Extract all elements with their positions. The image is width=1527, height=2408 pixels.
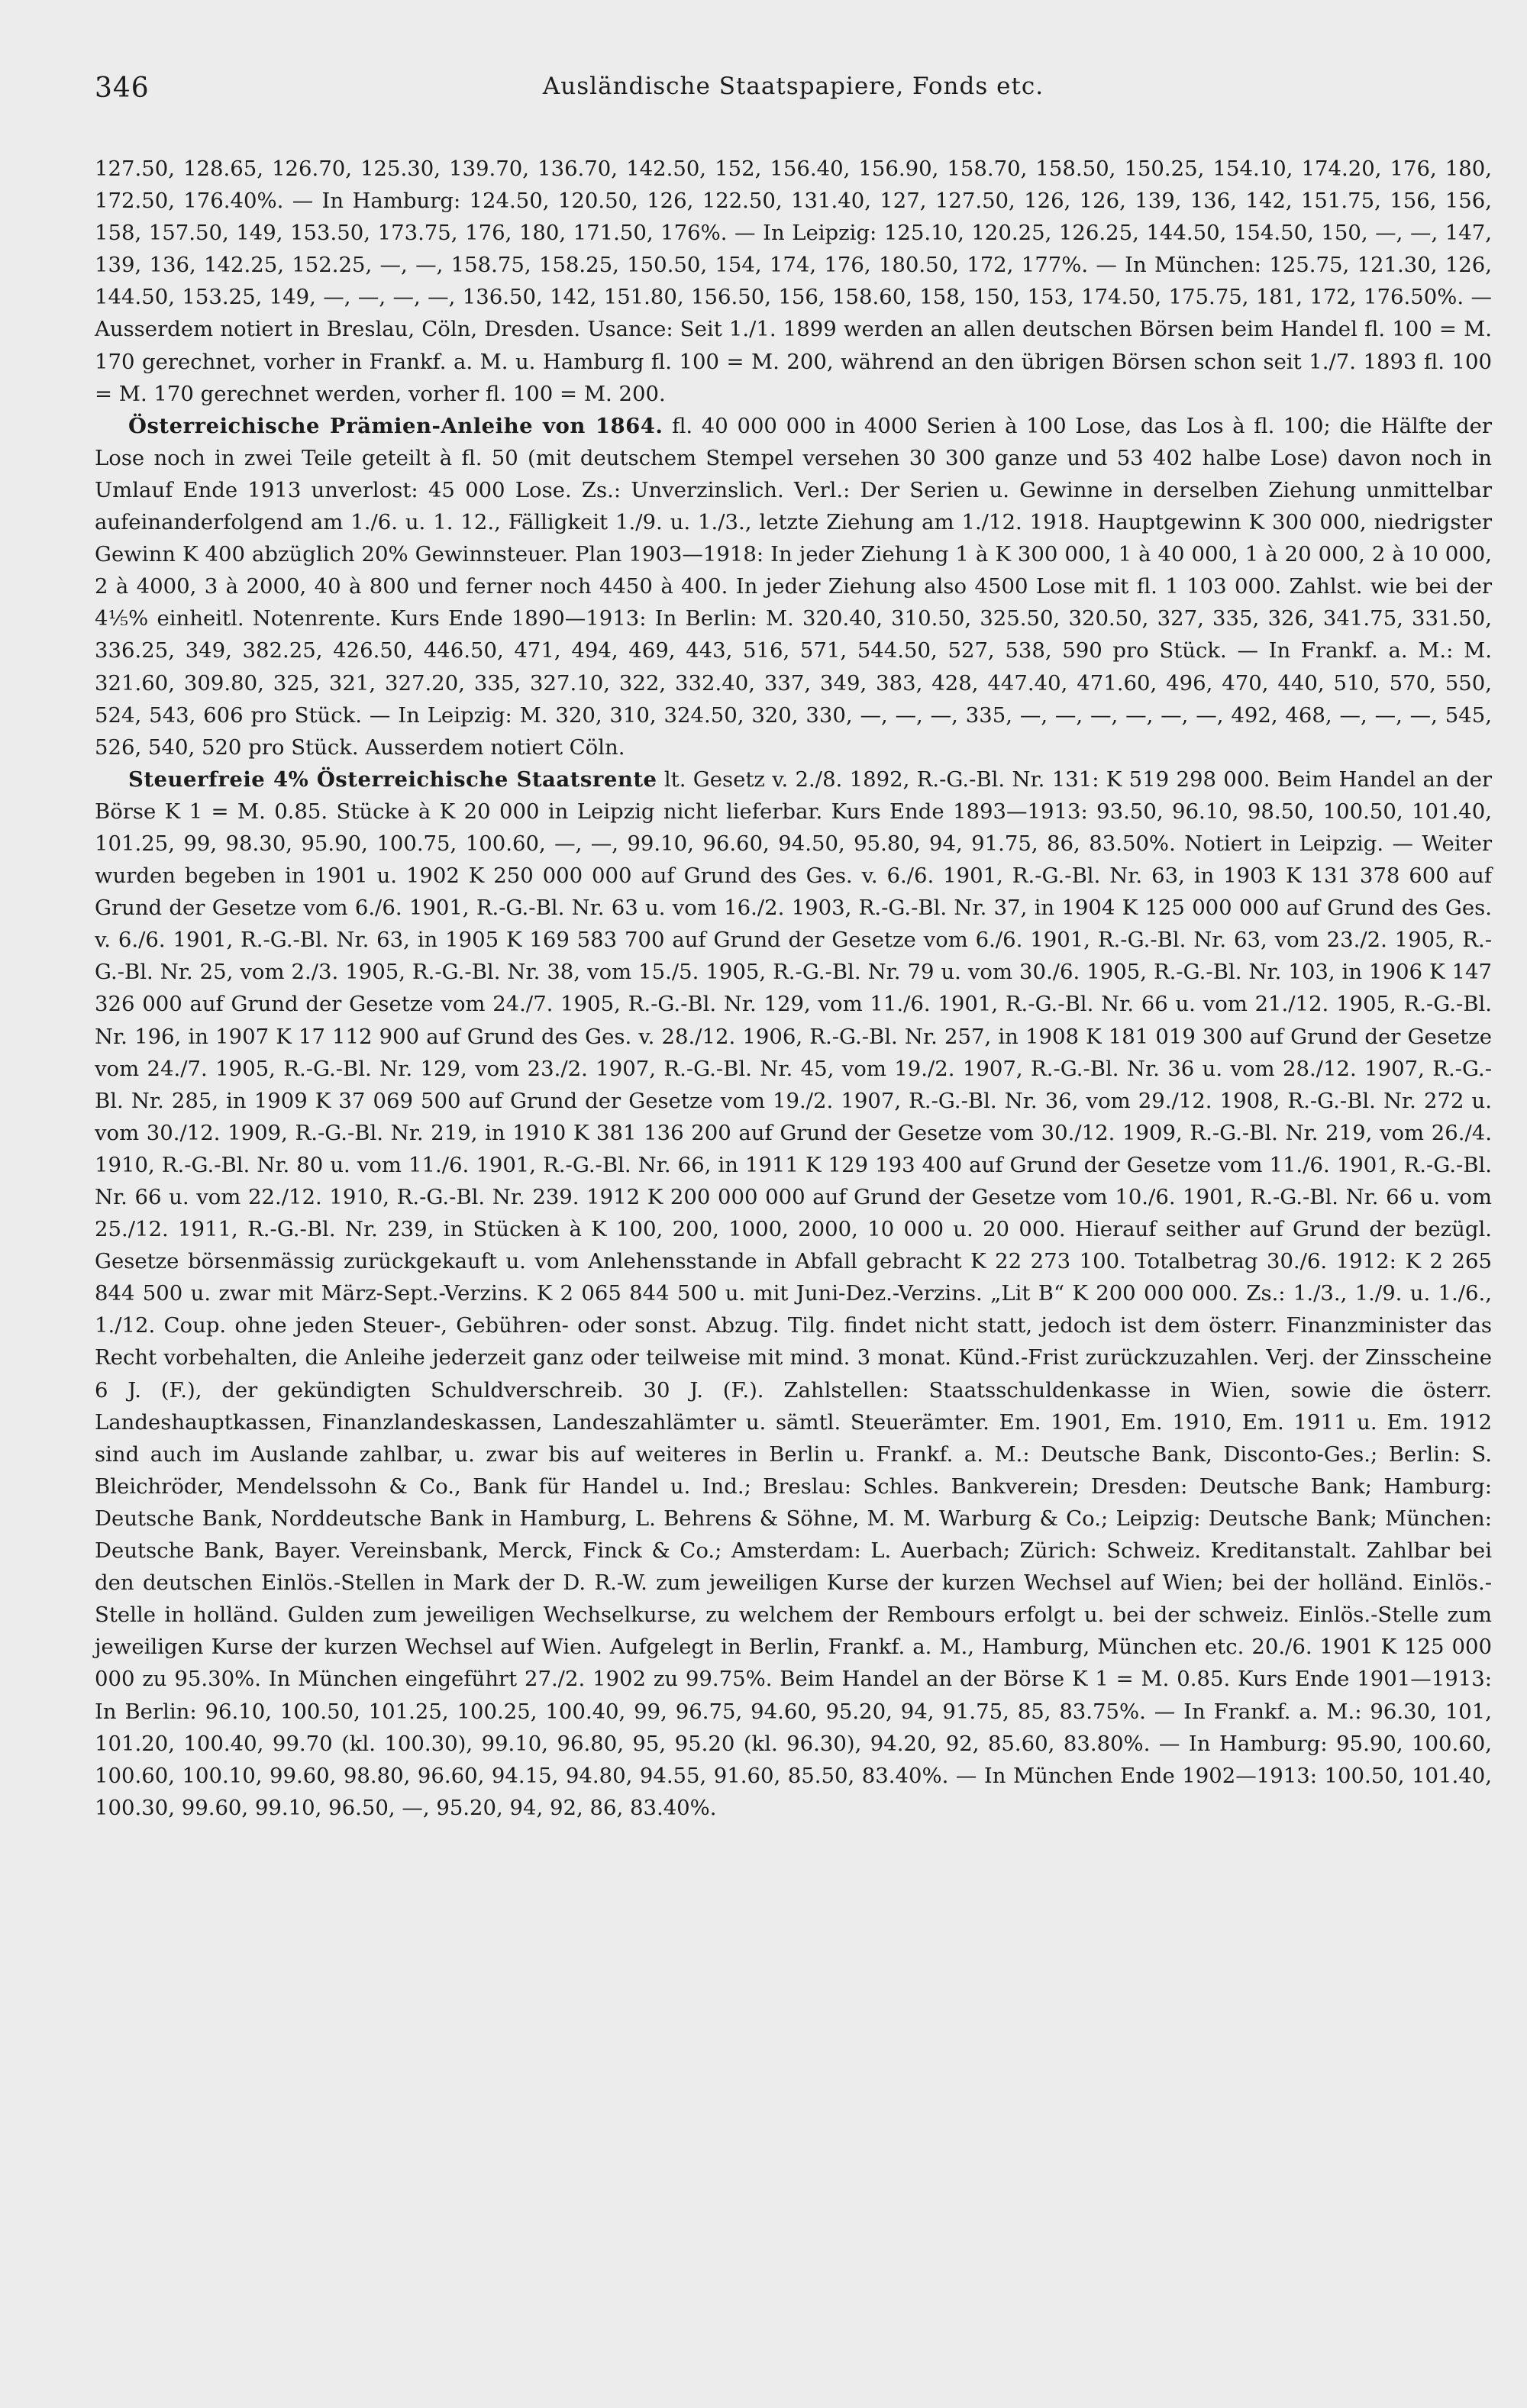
paragraph-staatsrente	[95, 763, 1492, 1824]
page-number: 346	[95, 73, 150, 104]
body-text	[95, 153, 1492, 1824]
paragraph-text: 127.50, 128.65, 126.70, 125.30, 139.70, 136.70, 142.50, 152, 156.40, 156.90, 158.70, 158.50, 150.25, 154.10, 174.20, 176, 180, 172.50, 176.40%. — In Hamburg: 124.50, 120.50, 126, 122.50, 131.40, 127, 127.50, 126, 126, 139, 136, 142, 151.75, 156, 156, 158, 157.50, 149, 153.50, 173.75, 176, 180, 171.50, 176%. — In Leipzig: 125.10, 120.25, 126.25, 144.50, 154.50, 150, —, —, 147, 139, 136, 142.25, 152.25, —, —, 158.75, 158.25, 150.50, 154, 174, 176, 180.50, 172, 177%. — In München: 125.75, 121.30, 126, 144.50, 153.25, 149, —, —, —, —, 136.50, 142, 151.80, 156.50, 156, 158.60, 158, 150, 153, 174.50, 175.75, 181, 172, 176.50%. — Ausserdem notiert in Breslau, Cöln, Dresden. Usance: Seit 1./1. 1899 werden an allen deutschen Börsen beim Handel fl. 100 = M. 170 gerechnet, vorher in Frankf. a. M. u. Hamburg fl. 100 = M. 200, während an den übrigen Börsen schon seit 1./7. 1893 fl. 100 = M. 170 gerechnet werden, vorher fl. 100 = M. 200.	[95, 157, 1492, 406]
paragraph-price-list	[95, 153, 1492, 410]
paragraph-text: fl. 40 000 000 in 4000 Serien à 100 Lose, das Los à fl. 100; die Hälfte der Lose noch in zwei Teile geteilt à fl. 50 (mit deutschem Stempel versehen 30 300 ganze und 53 402 halbe Lose) davon noch in Umlauf Ende 1913 unverlost: 45 000 Lose. Zs.: Unverzinslich. Verl.: Der Serien u. Gewinne in derselben Ziehung unmittelbar aufeinanderfolgend am 1./6. u. 1. 12., Fälligkeit 1./9. u. 1./3., letzte Ziehung am 1./12. 1918. Hauptgewinn K 300 000, niedrigster Gewinn K 400 abzüglich 20% Gewinnsteuer. Plan 1903—1918: In jeder Ziehung 1 à K 300 000, 1 à 40 000, 1 à 20 000, 2 à 10 000, 2 à 4000, 3 à 2000, 40 à 800 und ferner noch 4450 à 400. In jeder Ziehung also 4500 Lose mit fl. 1 103 000. Zahlst. wie bei der 4⅕% einheitl. Notenrente. Kurs Ende 1890—1913: In Berlin: M. 320.40, 310.50, 325.50, 320.50, 327, 335, 326, 341.75, 331.50, 336.25, 349, 382.25, 426.50, 446.50, 471, 494, 469, 443, 516, 571, 544.50, 527, 538, 590 pro Stück. — In Frankf. a. M.: M. 321.60, 309.80, 325, 321, 327.20, 335, 327.10, 322, 332.40, 337, 349, 383, 428, 447.40, 471.60, 496, 470, 440, 510, 570, 550, 524, 543, 606 pro Stück. — In Leipzig: M. 320, 310, 324.50, 320, 330, —, —, —, 335, —, —, —, —, —, —, 492, 468, —, —, —, 545, 526, 540, 520 pro Stück. Ausserdem notiert Cöln.	[95, 413, 1492, 760]
section-heading: Österreichische Prämien-Anleihe von 1864.	[128, 413, 663, 438]
section-heading: Steuerfreie 4% Österreichische Staatsrente	[128, 767, 657, 792]
paragraph-text: lt. Gesetz v. 2./8. 1892, R.-G.-Bl. Nr. 131: K 519 298 000. Beim Handel an der Börse K 1 = M. 0.85. Stücke à K 20 000 in Leipzig nicht lieferbar. Kurs Ende 1893—1913: 93.50, 96.10, 98.50, 100.50, 101.40, 101.25, 99, 98.30, 95.90, 100.75, 100.60, —, —, 99.10, 96.60, 94.50, 95.80, 94, 91.75, 86, 83.50%. Notiert in Leipzig. — Weiter wurden begeben in 1901 u. 1902 K 250 000 000 auf Grund des Ges. v. 6./6. 1901, R.-G.-Bl. Nr. 63, in 1903 K 131 378 600 auf Grund der Gesetze vom 6./6. 1901, R.-G.-Bl. Nr. 63 u. vom 16./2. 1903, R.-G.-Bl. Nr. 37, in 1904 K 125 000 000 auf Grund des Ges. v. 6./6. 1901, R.-G.-Bl. Nr. 63, in 1905 K 169 583 700 auf Grund der Gesetze vom 6./6. 1901, R.-G.-Bl. Nr. 63, vom 23./2. 1905, R.-G.-Bl. Nr. 25, vom 2./3. 1905, R.-G.-Bl. Nr. 38, vom 15./5. 1905, R.-G.-Bl. Nr. 79 u. vom 30./6. 1905, R.-G.-Bl. Nr. 103, in 1906 K 147 326 000 auf Grund der Gesetze vom 24./7. 1905, R.-G.-Bl. Nr. 129, vom 11./6. 1901, R.-G.-Bl. Nr. 66 u. vom 21./12. 1905, R.-G.-Bl. Nr. 196, in 1907 K 17 112 900 auf Grund des Ges. v. 28./12. 1906, R.-G.-Bl. Nr. 257, in 1908 K 181 019 300 auf Grund der Gesetze vom 24./7. 1905, R.-G.-Bl. Nr. 129, vom 23./2. 1907, R.-G.-Bl. Nr. 45, vom 19./2. 1907, R.-G.-Bl. Nr. 36 u. vom 28./12. 1907, R.-G.-Bl. Nr. 285, in 1909 K 37 069 500 auf Grund der Gesetze vom 19./2. 1907, R.-G.-Bl. Nr. 36, vom 29./12. 1908, R.-G.-Bl. Nr. 272 u. vom 30./12. 1909, R.-G.-Bl. Nr. 219, in 1910 K 381 136 200 auf Grund der Gesetze vom 30./12. 1909, R.-G.-Bl. Nr. 219, vom 26./4. 1910, R.-G.-Bl. Nr. 80 u. vom 11./6. 1901, R.-G.-Bl. Nr. 66, in 1911 K 129 193 400 auf Grund der Gesetze vom 11./6. 1901, R.-G.-Bl. Nr. 66 u. vom 22./12. 1910, R.-G.-Bl. Nr. 239. 1912 K 200 000 000 auf Grund der Gesetze vom 10./6. 1901, R.-G.-Bl. Nr. 66 u. vom 25./12. 1911, R.-G.-Bl. Nr. 239, in Stücken à K 100, 200, 1000, 2000, 10 000 u. 20 000. Hierauf seither auf Grund der bezügl. Gesetze börsenmässig zurückgekauft u. vom Anlehensstande in Abfall gebracht K 22 273 100. Totalbetrag 30./6. 1912: K 2 265 844 500 u. zwar mit März-Sept.-Verzins. K 2 065 844 500 u. mit Juni-Dez.-Verzins. „Lit B“ K 200 000 000. Zs.: 1./3., 1./9. u. 1./6., 1./12. Coup. ohne jeden Steuer-, Gebühren- oder sonst. Abzug. Tilg. findet nicht statt, jedoch ist dem österr. Finanzminister das Recht vorbehalten, die Anleihe jederzeit ganz oder teilweise mit mind. 3 monat. Künd.-Frist zurückzuzahlen. Verj. der Zinsscheine 6 J. (F.), der gekündigten Schuldverschreib. 30 J. (F.). Zahlstellen: Staatsschuldenkasse in Wien, sowie die österr. Landeshauptkassen, Finanzlandeskassen, Landeszahlämter u. sämtl. Steuerämter. Em. 1901, Em. 1910, Em. 1911 u. Em. 1912 sind auch im Auslande zahlbar, u. zwar bis auf weiteres in Berlin u. Frankf. a. M.: Deutsche Bank, Disconto-Ges.; Berlin: S. Bleichröder, Mendelssohn & Co., Bank für Handel u. Ind.; Breslau: Schles. Bankverein; Dresden: Deutsche Bank; Hamburg: Deutsche Bank, Norddeutsche Bank in Hamburg, L. Behrens & Söhne, M. M. Warburg & Co.; Leipzig: Deutsche Bank; München: Deutsche Bank, Bayer. Vereinsbank, Merck, Finck & Co.; Amsterdam: L. Auerbach; Zürich: Schweiz. Kreditanstalt. Zahlbar bei den deutschen Einlös.-Stellen in Mark der D. R.-W. zum jeweiligen Kurse der kurzen Wechsel auf Wien; bei der holländ. Einlös.-Stelle in holländ. Gulden zum jeweiligen Wechselkurse, zu welchem der Rembours erfolgt u. bei der schweiz. Einlös.-Stelle zum jeweiligen Kurse der kurzen Wechsel auf Wien. Aufgelegt in Berlin, Frankf. a. M., Hamburg, München etc. 20./6. 1901 K 125 000 000 zu 95.30%. In München eingeführt 27./2. 1902 zu 99.75%. Beim Handel an der Börse K 1 = M. 0.85. Kurs Ende 1901—1913: In Berlin: 96.10, 100.50, 101.25, 100.25, 100.40, 99, 96.75, 94.60, 95.20, 94, 91.75, 85, 83.75%. — In Frankf. a. M.: 96.30, 101, 101.20, 100.40, 99.70 (kl. 100.30), 99.10, 96.80, 95, 95.20 (kl. 96.30), 94.20, 92, 85.60, 83.80%. — In Hamburg: 95.90, 100.60, 100.60, 100.10, 99.60, 98.80, 96.60, 94.15, 94.80, 94.55, 91.60, 85.50, 83.40%. — In München Ende 1902—1913: 100.50, 101.40, 100.30, 99.60, 99.10, 96.50, —, 95.20, 94, 92, 86, 83.40%.	[95, 767, 1492, 1820]
page-header	[95, 73, 1492, 111]
paragraph-praemien-anleihe	[95, 410, 1492, 763]
running-title: Ausländische Staatspapiere, Fonds etc.	[542, 73, 1044, 100]
